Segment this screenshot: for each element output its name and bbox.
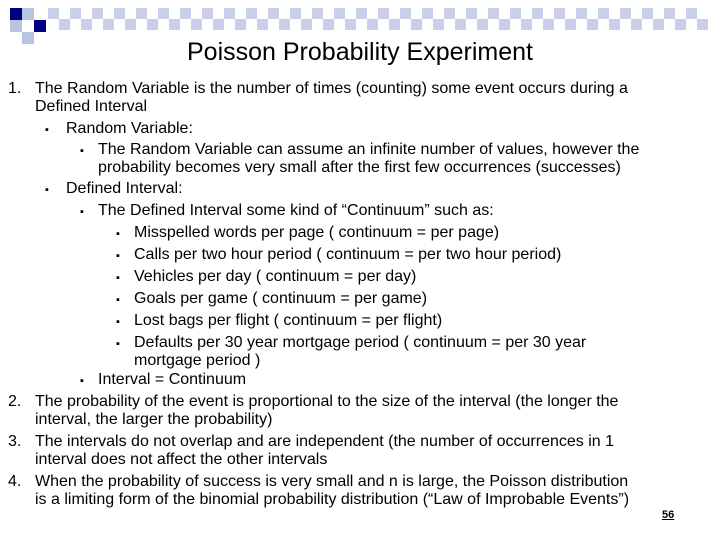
header-decoration-cell: [389, 19, 400, 30]
square-bullet-icon: ▪: [116, 272, 120, 284]
list-item-text: Defined Interval: [35, 98, 148, 115]
header-decoration-cell: [543, 19, 554, 30]
header-decoration-cell: [356, 8, 367, 19]
header-decoration-cell: [92, 8, 103, 19]
header-decoration-cell: [664, 8, 675, 19]
list-number: 4.: [8, 473, 22, 490]
header-decoration-cell: [169, 19, 180, 30]
square-bullet-icon: ▪: [116, 294, 120, 306]
header-decoration-cell: [697, 19, 708, 30]
header-decoration-cell: [400, 8, 411, 19]
header-decoration-cell: [455, 19, 466, 30]
list-item-text: probability becomes very small after the first few occurrences (successes): [98, 159, 621, 176]
header-decoration-cell: [334, 8, 345, 19]
header-decoration-cell: [48, 8, 59, 19]
header-decoration-cell: [290, 8, 301, 19]
header-decoration-cell: [554, 8, 565, 19]
header-decoration-cell: [125, 19, 136, 30]
header-decoration-cell: [609, 19, 620, 30]
header-decoration-cell: [257, 19, 268, 30]
header-decoration-cell: [114, 8, 125, 19]
header-decoration-cell: [532, 8, 543, 19]
list-item-text: When the probability of success is very small and n is large, the Poisson distribution: [35, 473, 629, 490]
header-decoration-cell: [422, 8, 433, 19]
header-decoration-cell: [433, 19, 444, 30]
list-item-text: The Random Variable can assume an infinite number of values, however the: [98, 141, 640, 158]
square-bullet-icon: ▪: [116, 250, 120, 262]
header-decoration-cell: [213, 19, 224, 30]
header-decoration-cell: [301, 19, 312, 30]
list-item-text: Goals per game ( continuum = per game): [134, 290, 428, 307]
header-decoration-cell: [268, 8, 279, 19]
header-decoration-cell: [510, 8, 521, 19]
header-decoration-cell: [411, 19, 422, 30]
header-decoration-cell: [147, 19, 158, 30]
header-decoration-cell: [587, 19, 598, 30]
list-item-text: Lost bags per flight ( continuum = per flight): [134, 312, 443, 329]
header-decoration-cell: [81, 19, 92, 30]
list-item-text: mortgage period ): [134, 352, 261, 369]
header-decoration-cell: [488, 8, 499, 19]
header-decoration-cell: [631, 19, 642, 30]
header-decoration-bar: [48, 8, 720, 30]
header-decoration-cell: [477, 19, 488, 30]
header-decoration-cell: [312, 8, 323, 19]
header-decoration-cell: [158, 8, 169, 19]
list-number: 1.: [8, 80, 22, 97]
list-item-text: Calls per two hour period ( continuum = per two hour period): [134, 246, 562, 263]
header-decoration-cell: [444, 8, 455, 19]
slide-title: Poisson Probability Experiment: [187, 38, 533, 66]
header-decoration-cell: [576, 8, 587, 19]
list-item-text: The Defined Interval some kind of “Continuum” such as:: [98, 202, 494, 219]
square-bullet-icon: ▪: [45, 124, 49, 136]
list-item-text: The intervals do not overlap and are independent (the number of occurrences in 1: [35, 433, 615, 450]
list-item-text: is a limiting form of the binomial probability distribution (“Law of Improbable Events”): [35, 491, 630, 508]
header-decoration-cell: [180, 8, 191, 19]
list-item-text: Vehicles per day ( continuum = per day): [134, 268, 417, 285]
square-bullet-icon: ▪: [80, 206, 84, 218]
header-decoration-cell: [323, 19, 334, 30]
header-decoration-cell: [345, 19, 356, 30]
list-item-text: interval does not affect the other intervals: [35, 451, 328, 468]
list-item-text: Interval = Continuum: [98, 371, 247, 388]
header-decoration-cell: [70, 8, 81, 19]
header-decoration-cell: [565, 19, 576, 30]
list-item-text: The probability of the event is proportional to the size of the interval (the longer the: [35, 393, 619, 410]
header-decoration-cell: [642, 8, 653, 19]
corner-decoration-square: [10, 20, 22, 32]
list-item-text: Defaults per 30 year mortgage period ( continuum = per 30 year: [134, 334, 587, 351]
list-item-text: Random Variable:: [66, 120, 193, 137]
header-decoration-cell: [499, 19, 510, 30]
header-decoration-cell: [686, 8, 697, 19]
header-decoration-cell: [279, 19, 290, 30]
list-item-text: Defined Interval:: [66, 180, 183, 197]
square-bullet-icon: ▪: [80, 145, 84, 157]
header-decoration-cell: [521, 19, 532, 30]
list-number: 2.: [8, 393, 22, 410]
square-bullet-icon: ▪: [45, 184, 49, 196]
list-item-text: interval, the larger the probability): [35, 411, 273, 428]
header-decoration-cell: [378, 8, 389, 19]
list-item-text: Misspelled words per page ( continuum = per page): [134, 224, 500, 241]
page-number: 56: [662, 509, 675, 521]
header-decoration-cell: [246, 8, 257, 19]
square-bullet-icon: ▪: [80, 375, 84, 387]
square-bullet-icon: ▪: [116, 338, 120, 350]
header-decoration-cell: [235, 19, 246, 30]
header-decoration-cell: [598, 8, 609, 19]
header-decoration-cell: [103, 19, 114, 30]
header-decoration-cell: [59, 19, 70, 30]
square-bullet-icon: ▪: [116, 316, 120, 328]
header-decoration-cell: [136, 8, 147, 19]
header-decoration-cell: [620, 8, 631, 19]
corner-decoration-square: [22, 8, 34, 20]
header-decoration-cell: [367, 19, 378, 30]
square-bullet-icon: ▪: [116, 228, 120, 240]
header-decoration-cell: [224, 8, 235, 19]
corner-decoration-square: [34, 20, 46, 32]
list-item-text: The Random Variable is the number of times (counting) some event occurs during a: [35, 80, 628, 97]
header-decoration-cell: [653, 19, 664, 30]
header-decoration-cell: [675, 19, 686, 30]
header-decoration-cell: [466, 8, 477, 19]
list-number: 3.: [8, 433, 22, 450]
header-decoration-cell: [202, 8, 213, 19]
corner-decoration-square: [10, 8, 22, 20]
header-decoration-cell: [191, 19, 202, 30]
